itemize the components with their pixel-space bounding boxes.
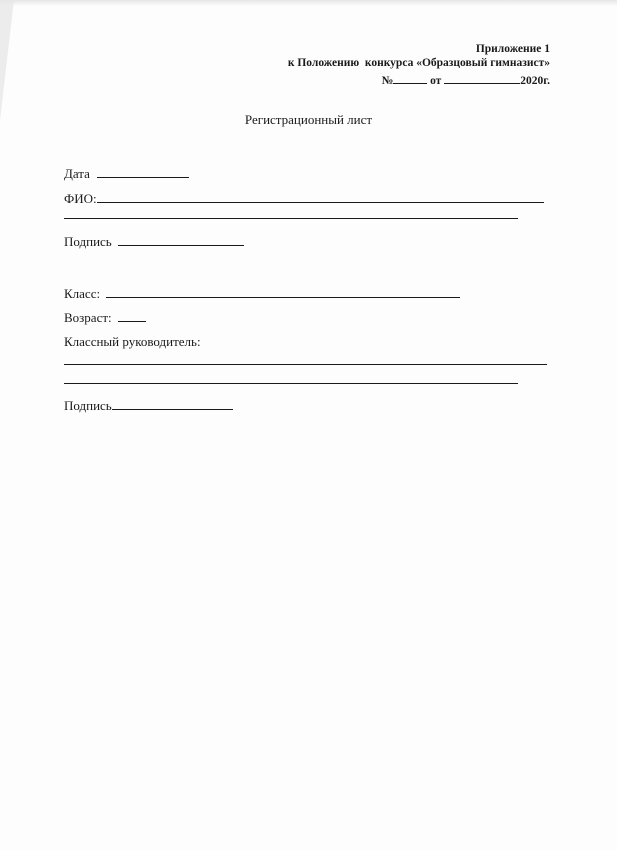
appendix-number-date <box>288 70 550 88</box>
teacher-label: Классный руководитель: <box>64 334 201 349</box>
fio-line-2 <box>64 218 518 219</box>
appendix-number: Приложение 1 <box>475 43 550 55</box>
signature-label-2: Подпись <box>64 398 112 413</box>
signature-line-1 <box>118 232 244 246</box>
date-blank <box>444 70 520 84</box>
class-line <box>106 284 460 298</box>
fio-label: ФИО: <box>64 191 97 206</box>
signature-line-2 <box>112 396 233 410</box>
fio-field <box>64 189 544 207</box>
from-word: от <box>430 75 442 87</box>
class-field <box>64 284 460 302</box>
scan-corner-shadow <box>0 0 14 120</box>
teacher-field <box>64 334 201 350</box>
date-line <box>97 164 189 178</box>
date-label: Дата <box>64 166 90 181</box>
date-field <box>64 164 189 182</box>
number-blank <box>393 70 427 84</box>
number-sign: № <box>381 75 394 87</box>
class-label: Класс: <box>64 286 101 301</box>
signature-field-1 <box>64 232 244 250</box>
page-title: Регистрационный лист <box>244 112 373 127</box>
age-field <box>64 308 146 326</box>
scan-top-shadow <box>0 0 617 6</box>
teacher-line-2 <box>64 383 518 384</box>
age-label: Возраст: <box>64 310 112 325</box>
teacher-line-1 <box>64 364 547 365</box>
appendix-header <box>288 42 550 88</box>
fio-line <box>97 189 544 203</box>
signature-field-2 <box>64 396 233 414</box>
signature-label-1: Подпись <box>64 234 112 249</box>
age-line <box>118 308 146 322</box>
year-suffix: 2020г. <box>520 75 550 87</box>
appendix-regulation: к Положению конкурса «Образцовый гимназист» <box>287 57 550 69</box>
